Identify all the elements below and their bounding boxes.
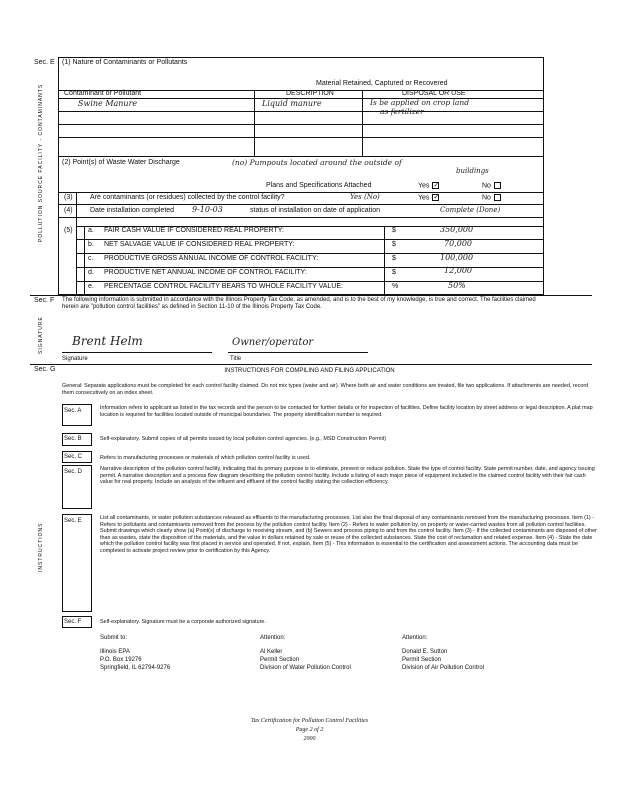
sec-g-label: Sec. G [34, 366, 56, 373]
addr1-line2: P.O. Box 19276 [100, 657, 142, 663]
item2-label: (2) Point(s) of Waste Water Discharge [62, 159, 180, 166]
item1-label: (1) Nature of Contaminants or Pollutants [62, 59, 188, 66]
row-e-sym: % [392, 283, 399, 290]
plans-no-checkbox[interactable] [494, 182, 501, 189]
footer-line1: Tax Certification for Pollution Control Facilities [250, 718, 369, 724]
row-d-text: PRODUCTIVE NET ANNUAL INCOME OF CONTROL FACILITY: [104, 269, 307, 276]
row1-disposal-2: as fertilizer [380, 107, 424, 116]
instr-d-text: Narrative description of the pollution control facility, indicating that its primary purpose is to eliminate, prevent or reduce pollution. State the type of control facility. State permit number, date, and agency issuing permit. A narrative description and a process flow diagram describing the pollution control facility. Include a listing of each major piece of equipment included in the claimed control facility with their fair cash value for real property. Include an analysis of the influent and effluent of the control facility stating the collection efficiency. [100, 466, 595, 486]
instr-c-label: Sec. C [64, 454, 83, 460]
signature-label: Signature [62, 356, 88, 362]
addr2-line1: Al Keller [260, 649, 283, 655]
instr-b-text: Self-explanatory. Submit copies of all permits issued by local pollution control agencies. (e.g., MSD Construction Permit) [100, 436, 387, 442]
item3-no-checkbox[interactable] [494, 194, 501, 201]
item3-no: No [482, 194, 501, 202]
plans-yes-checkbox[interactable]: ✓ [433, 182, 440, 189]
attention-2: Attention: [402, 635, 428, 641]
attention-1: Attention: [260, 635, 286, 641]
item4-label: Date installation completed [90, 207, 175, 214]
row-b-value: 70,000 [444, 239, 472, 248]
addr1-line3: Springfield, IL 62794-9276 [100, 665, 171, 671]
row1-contaminant: Swine Manure [78, 99, 138, 108]
sec-e-side-label: POLLUTION SOURCE FACILITY - CONTAMINANTS [38, 83, 44, 242]
item4-date: 9-10-03 [192, 205, 223, 214]
item2-answer2: buildings [456, 167, 489, 175]
row-c-letter: c. [88, 255, 94, 262]
row-a-text: FAIR CASH VALUE IF CONSIDERED REAL PROPERTY: [104, 227, 284, 234]
sec-f-text: The following information is submitted in accordance with the Illinois Property Tax Code, as amended, and is to the best of my knowledge, is true and correct. The facilities claimed herein are "pollution control facilities" as defined in Section 11-10 of the Illinois Property Tax Code. [62, 297, 536, 311]
footer-line2: Page 2 of 2 [295, 727, 324, 733]
row-c-sym: $ [392, 255, 396, 262]
addr2-line2: Permit Section [260, 657, 300, 663]
addr1-line1: Illinois EPA [100, 649, 130, 655]
plans-yes: Yes ✓ [418, 182, 440, 190]
item3-answer: Yes (No) [350, 193, 380, 201]
title-written: Owner/operator [232, 337, 314, 348]
col-disposal: DISPOSAL OR USE [402, 90, 466, 97]
instr-f-label: Sec. F [64, 619, 82, 625]
title-label: Title [230, 356, 242, 362]
instr-c-text: Refers to manufacturing processes or materials of which pollution control facility is used. [100, 455, 311, 461]
instr-b-label: Sec. B [64, 436, 82, 442]
instructions-heading: INSTRUCTIONS FOR COMPILING AND FILING APPLICATION [224, 368, 395, 374]
instr-a-label: Sec. A [64, 408, 82, 414]
material-header: Material Retained, Captured or Recovered [316, 80, 448, 87]
row-b-letter: b. [88, 241, 94, 248]
addr2-line3: Division of Water Pollution Control [260, 665, 351, 671]
row-e-letter: e. [88, 283, 94, 290]
item4-status-answer: Complete (Done) [440, 206, 501, 214]
col-description: DESCRIPTION [286, 90, 334, 97]
row1-description: Liquid manure [262, 99, 322, 108]
row-c-value: 100,000 [440, 253, 474, 262]
item2-answer: (no) Pumpouts located around the outside of [232, 158, 402, 167]
plans-label: Plans and Specifications Attached [266, 182, 372, 189]
addr3-line2: Permit Section [402, 657, 442, 663]
row-c-text: PRODUCTIVE GROSS ANNUAL INCOME OF CONTROL FACILITY: [104, 255, 319, 262]
row-e-text: PERCENTAGE CONTROL FACILITY BEARS TO WHOLE FACILITY VALUE: [104, 283, 343, 290]
instr-e-label: Sec. E [64, 518, 82, 524]
col-contaminant: Contaminant or Pollutant [64, 90, 142, 97]
submit-label: Submit to: [100, 635, 128, 641]
row-a-value: 350,000 [440, 225, 474, 234]
row-b-sym: $ [392, 241, 396, 248]
item4-num: (4) [64, 207, 73, 214]
item3-num: (3) [64, 194, 73, 201]
row1-disposal-1: Is be applied on crop land [370, 98, 470, 107]
sec-f-label: Sec. F [34, 297, 55, 304]
addr3-line3: Division of Air Pollution Control [402, 665, 485, 671]
item4-status: status of installation on date of application [250, 207, 380, 214]
row-a-letter: a. [88, 227, 94, 234]
row-a-sym: $ [392, 227, 396, 234]
sec-e-label: Sec. E [34, 59, 55, 66]
item3-label: Are contaminants (or residues) collected by the control facility? [90, 194, 285, 201]
row-d-letter: d. [88, 269, 94, 276]
plans-no: No [482, 182, 501, 190]
item5-num: (5) [64, 227, 73, 234]
row-d-value: 12,000 [444, 266, 472, 275]
general-text: General: Separate applications must be completed for each control facility claimed. Do not mix types (water and air). Where both air and water conditions are treated, file two applications. If attachments are needed, record them consecutively on an index sheet. [62, 383, 589, 396]
row-d-sym: $ [392, 269, 396, 276]
item3-yes-checkbox[interactable]: ✓ [433, 194, 440, 201]
row-b-text: NET SALVAGE VALUE IF CONSIDERED REAL PROPERTY: [104, 241, 295, 248]
instr-e-text: List all contaminants, or water pollution substances released as effluents to the manufacturing processes. List also the final disposal of any contaminants removed from the manufacturing processes. Item (1) - Refers to pollutants and contaminants removed from the process by the pollution control facility. Item (2) - Refers to water pollution by, on property or water-carried wastes from all pollution control facilities. Submit drawings which clearly show (a) Point(s) of discharge to receiving stream, and (b) Sewers and process piping to and from the control facility. Item (3) - If the collected contaminants are disposed of other than as wastes, state the disposition of the materials, and the value in dollars retained by sale or reuse of the collected substances. State the cost of reclamation and related expense. Item (4) - State the date which the pollution control facility was first placed in service and operated. If not, explain. Item (5) - This information is essential to the certification and assessment actions. The accounting data must be completed to activate project review prior to certification by this Agency. [100, 515, 597, 554]
sec-f-side-label: SIGNATURE [38, 316, 44, 354]
addr3-line1: Donald E. Sutton [402, 649, 448, 655]
instr-d-label: Sec. D [64, 469, 83, 475]
item3-yes: Yes ✓ [418, 194, 440, 202]
row-e-value: 50% [448, 281, 466, 290]
signature: Brent Helm [72, 334, 143, 348]
sec-g-side-label: INSTRUCTIONS [38, 522, 44, 572]
instr-f-text: Self-explanatory. Signature must be a corporate authorized signature. [100, 619, 266, 625]
footer-line3: 2000 [303, 736, 316, 742]
instr-a-text: Information refers to applicant as listed in the tax records and the person to be contacted for further details or for inspection of facilities. Define facility location by street address or legal description. A plat map location is required for facilities located outside of municipal boundaries. The property identification number is required. [100, 405, 593, 418]
